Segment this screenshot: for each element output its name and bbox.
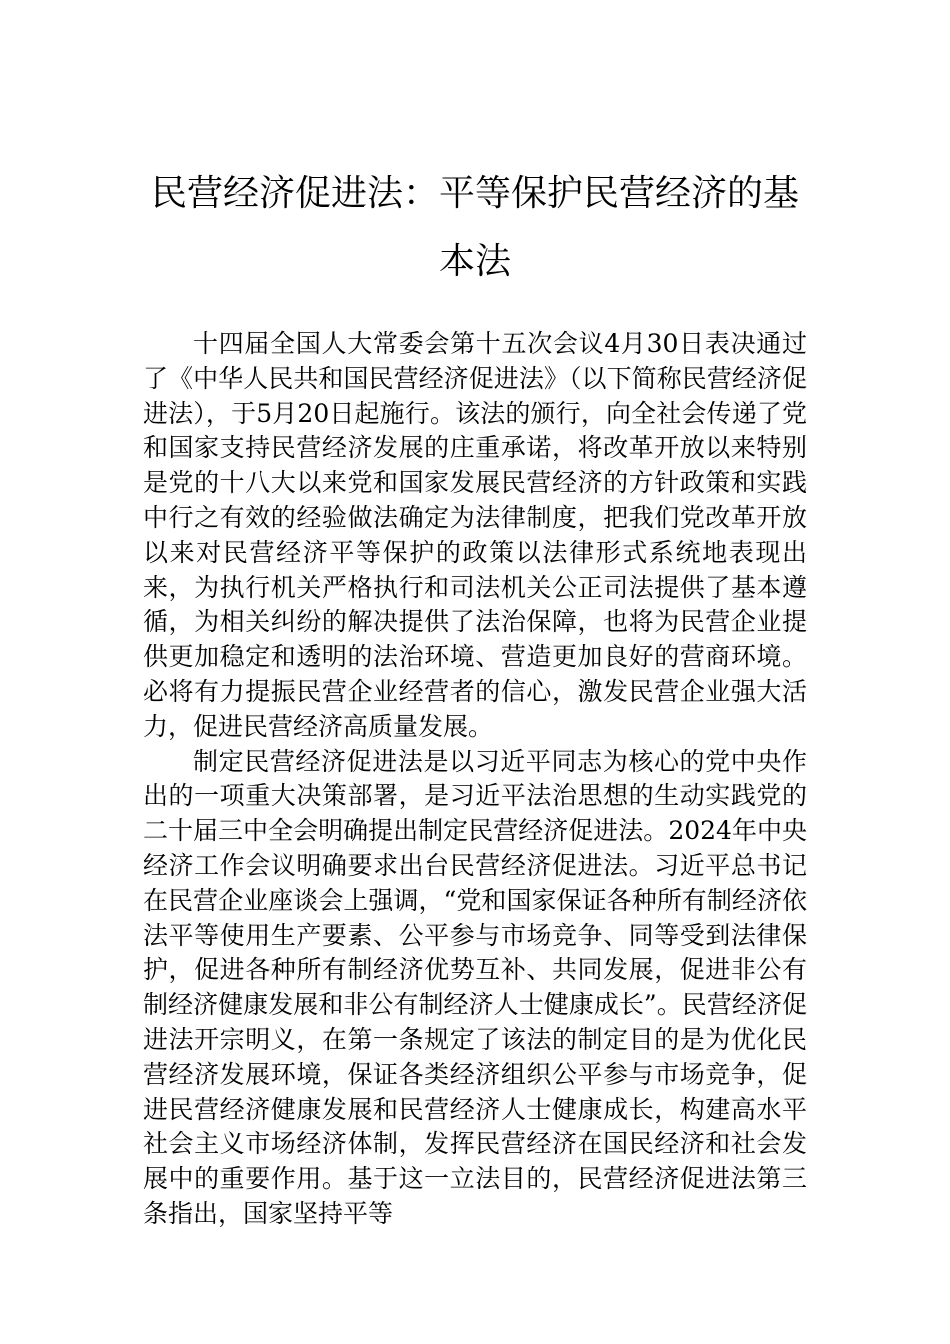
document-title: 民营经济促进法：平等保护民营经济的基本法 bbox=[150, 173, 799, 282]
paragraph: 制定民营经济促进法是以习近平同志为核心的党中央作出的一项重大决策部署，是习近平法治思想的生动实践党的二十届三中全会明确提出制定民营经济促进法。2024年中央经济工作会议明确要求出台民营经济促进法。习近平总书记在民营企业座谈会上强调，“党和国家保证各种所有制经济依法平等使用生产要素、公平参与市场竞争、同等受到法律保护，促进各种所有制经济优势互补、共同发展，促进非公有制经济健康发展和非公有制经济人士健康成长”。民营经济促进法开宗明义，在第一条规定了该法的制定目的是为优化民营经济发展环境，保证各类经济组织公平参与市场竞争，促进民营经济健康发展和民营经济人士健康成长，构建高水平社会主义市场经济体制，发挥民营经济在国民经济和社会发展中的重要作用。基于这一立法目的，民营经济促进法第三条指出，国家坚持平等 bbox=[143, 746, 807, 1228]
paragraph: 十四届全国人大常委会第十五次会议4月30日表决通过了《中华人民共和国民营经济促进法》（以下简称民营经济促进法），于5月20日起施行。该法的颁行，向全社会传递了党和国家支持民营经济发展的庄重承诺，将改革开放以来特别是党的十八大以来党和国家发展民营经济的方针政策和实践中行之有效的经验做法确定为法律制度，把我们党改革开放以来对民营经济平等保护的政策以法律形式系统地表现出来，为执行机关严格执行和司法机关公正司法提供了基本遵循，为相关纠纷的解决提供了法治保障，也将为民营企业提供更加稳定和透明的法治环境、营造更加良好的营商环境。必将有力提振民营企业经营者的信心，激发民营企业强大活力，促进民营经济高质量发展。 bbox=[143, 329, 807, 741]
document-body bbox=[143, 327, 807, 1232]
